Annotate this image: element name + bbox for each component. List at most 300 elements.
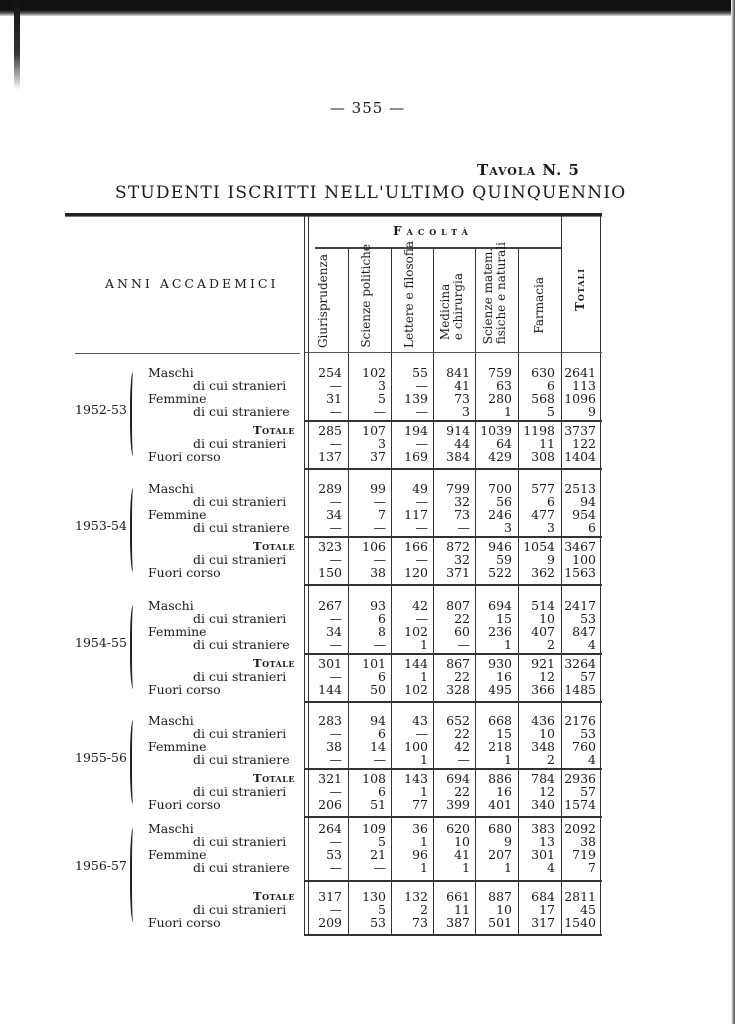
table-cell: 11 bbox=[454, 902, 470, 917]
table-cell: 921 bbox=[531, 656, 555, 671]
table-cell: 34 bbox=[326, 507, 342, 522]
table-cell: — bbox=[415, 520, 428, 535]
row-label: di cui straniere bbox=[193, 860, 290, 875]
table-cell: 31 bbox=[326, 391, 342, 406]
table-cell: 3 bbox=[547, 520, 555, 535]
table-cell: 14 bbox=[370, 739, 386, 754]
table-cell: 59 bbox=[496, 552, 512, 567]
table-cell: — bbox=[329, 752, 342, 767]
block-rule bbox=[305, 584, 602, 586]
table-cell: 2936 bbox=[564, 771, 596, 786]
table-cell: 317 bbox=[531, 915, 555, 930]
column-header-giurisprudenza: Giurisprudenza bbox=[316, 253, 330, 348]
table-cell: 285 bbox=[318, 423, 342, 438]
row-label: di cui stranieri bbox=[193, 834, 287, 849]
table-cell: 73 bbox=[454, 507, 470, 522]
row-label: di cui stranieri bbox=[193, 784, 287, 799]
table-cell: — bbox=[373, 860, 386, 875]
brace bbox=[130, 828, 138, 922]
table-cell: 1 bbox=[504, 404, 512, 419]
table-cell: — bbox=[329, 494, 342, 509]
row-label: di cui straniere bbox=[193, 752, 290, 767]
table-cell: — bbox=[329, 436, 342, 451]
table-cell: 407 bbox=[531, 624, 555, 639]
table-cell: 44 bbox=[454, 436, 470, 451]
table-cell: 207 bbox=[488, 847, 512, 862]
row-label: Totale bbox=[253, 771, 295, 785]
column-header-farmacia: Farmacia bbox=[532, 277, 546, 334]
table-cell: 267 bbox=[318, 598, 342, 613]
table-cell: — bbox=[415, 494, 428, 509]
table-cell: 36 bbox=[412, 821, 428, 836]
table-cell: 13 bbox=[539, 834, 555, 849]
table-cell: 5 bbox=[378, 902, 386, 917]
brace bbox=[130, 372, 138, 456]
row-label: di cui stranieri bbox=[193, 436, 287, 451]
table-cell: 2641 bbox=[564, 365, 596, 380]
faculty-group-rule bbox=[315, 247, 561, 249]
table-cell: 2513 bbox=[564, 481, 596, 496]
table-cell: 5 bbox=[378, 834, 386, 849]
table-cell: 9 bbox=[547, 552, 555, 567]
row-label: Maschi bbox=[148, 713, 194, 728]
block-rule bbox=[305, 701, 602, 703]
table-title: STUDENTI ISCRITTI NELL'ULTIMO QUINQUENNIO bbox=[115, 183, 627, 203]
table-cell: 1 bbox=[504, 637, 512, 652]
table-cell: 1563 bbox=[564, 565, 596, 580]
table-cell: 53 bbox=[326, 847, 342, 862]
table-cell: — bbox=[415, 552, 428, 567]
table-cell: 10 bbox=[539, 726, 555, 741]
table-cell: 206 bbox=[318, 797, 342, 812]
table-cell: 11 bbox=[539, 436, 555, 451]
table-cell: 53 bbox=[580, 726, 596, 741]
table-cell: 6 bbox=[547, 378, 555, 393]
column-header-scienze-politiche: Scienze politiche bbox=[359, 244, 373, 348]
table-cell: 661 bbox=[446, 889, 470, 904]
table-cell: — bbox=[329, 834, 342, 849]
table-cell: 1 bbox=[420, 752, 428, 767]
table-cell: 120 bbox=[404, 565, 428, 580]
table-cell: 6 bbox=[378, 611, 386, 626]
table-cell: 577 bbox=[531, 481, 555, 496]
table-cell: 3 bbox=[504, 520, 512, 535]
table-cell: 94 bbox=[370, 713, 386, 728]
table-cell: 2811 bbox=[564, 889, 596, 904]
table-cell: — bbox=[373, 552, 386, 567]
row-label: Fuori corso bbox=[148, 565, 221, 580]
table-cell: 42 bbox=[454, 739, 470, 754]
table-cell: 847 bbox=[572, 624, 596, 639]
table-cell: 280 bbox=[488, 391, 512, 406]
table-cell: 6 bbox=[378, 669, 386, 684]
table-cell: — bbox=[329, 784, 342, 799]
table-cell: 1 bbox=[504, 752, 512, 767]
table-cell: 100 bbox=[404, 739, 428, 754]
table-cell: 139 bbox=[404, 391, 428, 406]
table-cell: 501 bbox=[488, 915, 512, 930]
table-cell: — bbox=[415, 611, 428, 626]
table-cell: — bbox=[329, 611, 342, 626]
column-header-line: Medicina bbox=[438, 283, 452, 340]
table-cell: 38 bbox=[580, 834, 596, 849]
table-cell: 436 bbox=[531, 713, 555, 728]
row-label: di cui straniere bbox=[193, 520, 290, 535]
table-cell: 301 bbox=[531, 847, 555, 862]
table-cell: — bbox=[329, 726, 342, 741]
table-cell: 130 bbox=[362, 889, 386, 904]
row-label: di cui stranieri bbox=[193, 669, 287, 684]
column-header-line: fisiche e naturali bbox=[494, 241, 508, 344]
table-cell: 362 bbox=[531, 565, 555, 580]
table-cell: 7 bbox=[588, 860, 596, 875]
table-cell: — bbox=[373, 404, 386, 419]
table-cell: 9 bbox=[588, 404, 596, 419]
table-cell: 264 bbox=[318, 821, 342, 836]
table-cell: — bbox=[329, 552, 342, 567]
table-cell: 16 bbox=[496, 669, 512, 684]
row-label: Maschi bbox=[148, 365, 194, 380]
table-cell: 759 bbox=[488, 365, 512, 380]
table-cell: 10 bbox=[454, 834, 470, 849]
table-cell: 15 bbox=[496, 611, 512, 626]
table-cell: 15 bbox=[496, 726, 512, 741]
table-cell: 21 bbox=[370, 847, 386, 862]
table-cell: 3264 bbox=[564, 656, 596, 671]
table-cell: 96 bbox=[412, 847, 428, 862]
column-header-medicina bbox=[439, 273, 465, 340]
table-cell: 886 bbox=[488, 771, 512, 786]
table-cell: 117 bbox=[404, 507, 428, 522]
row-label: di cui straniere bbox=[193, 404, 290, 419]
table-cell: 209 bbox=[318, 915, 342, 930]
table-cell: 7 bbox=[378, 507, 386, 522]
table-cell: 684 bbox=[531, 889, 555, 904]
row-label: Fuori corso bbox=[148, 915, 221, 930]
table-cell: 32 bbox=[454, 552, 470, 567]
faculty-group-label: Facoltà bbox=[393, 224, 473, 238]
table-cell: 169 bbox=[404, 449, 428, 464]
table-cell: 668 bbox=[488, 713, 512, 728]
table-cell: 301 bbox=[318, 656, 342, 671]
table-cell: 113 bbox=[572, 378, 596, 393]
row-label: Maschi bbox=[148, 481, 194, 496]
table-cell: 366 bbox=[531, 682, 555, 697]
table-cell: 49 bbox=[412, 481, 428, 496]
table-cell: 38 bbox=[326, 739, 342, 754]
table-cell: 719 bbox=[572, 847, 596, 862]
table-cell: — bbox=[415, 404, 428, 419]
table-cell: 34 bbox=[326, 624, 342, 639]
row-label: di cui stranieri bbox=[193, 552, 287, 567]
table-cell: 522 bbox=[488, 565, 512, 580]
block-rule bbox=[305, 816, 602, 818]
table-cell: 93 bbox=[370, 598, 386, 613]
table-cell: 1485 bbox=[564, 682, 596, 697]
table-cell: 1198 bbox=[523, 423, 555, 438]
row-label: di cui straniere bbox=[193, 637, 290, 652]
table-cell: 317 bbox=[318, 889, 342, 904]
table-cell: 137 bbox=[318, 449, 342, 464]
table-cell: 887 bbox=[488, 889, 512, 904]
table-cell: 1039 bbox=[480, 423, 512, 438]
table-cell: — bbox=[329, 520, 342, 535]
table-cell: 2417 bbox=[564, 598, 596, 613]
table-cell: 22 bbox=[454, 784, 470, 799]
table-cell: — bbox=[415, 726, 428, 741]
scan-right-edge bbox=[731, 0, 735, 1024]
column-header-scienze-matem bbox=[482, 242, 508, 344]
table-cell: 12 bbox=[539, 784, 555, 799]
table-cell: 5 bbox=[547, 404, 555, 419]
table-cell: 6 bbox=[378, 726, 386, 741]
table-cell: 401 bbox=[488, 797, 512, 812]
table-cell: — bbox=[329, 404, 342, 419]
table-cell: 41 bbox=[454, 847, 470, 862]
table-cell: 1 bbox=[420, 834, 428, 849]
table-cell: 107 bbox=[362, 423, 386, 438]
academic-year-label: 1956-57 bbox=[75, 858, 127, 873]
academic-year-label: 1955-56 bbox=[75, 750, 127, 765]
table-cell: 150 bbox=[318, 565, 342, 580]
row-label: Totale bbox=[253, 539, 295, 553]
table-cell: 22 bbox=[454, 611, 470, 626]
table-cell: 1 bbox=[462, 860, 470, 875]
table-cell: 6 bbox=[547, 494, 555, 509]
column-header-lettere-filosofia: Lettere e filosofia bbox=[402, 241, 416, 348]
row-label: Totale bbox=[253, 423, 295, 437]
row-label: di cui stranieri bbox=[193, 378, 287, 393]
table-cell: 799 bbox=[446, 481, 470, 496]
table-cell: 694 bbox=[488, 598, 512, 613]
table-cell: 630 bbox=[531, 365, 555, 380]
table-cell: 1574 bbox=[564, 797, 596, 812]
subtotal-rule bbox=[305, 536, 602, 538]
table-cell: — bbox=[329, 860, 342, 875]
table-cell: 568 bbox=[531, 391, 555, 406]
row-label: di cui stranieri bbox=[193, 494, 287, 509]
column-divider bbox=[600, 216, 601, 936]
table-cell: 620 bbox=[446, 821, 470, 836]
table-cell: 680 bbox=[488, 821, 512, 836]
table-cell: 22 bbox=[454, 669, 470, 684]
table-cell: 254 bbox=[318, 365, 342, 380]
table-cell: 841 bbox=[446, 365, 470, 380]
row-label: Femmine bbox=[148, 624, 207, 639]
table-cell: 384 bbox=[446, 449, 470, 464]
table-cell: 1096 bbox=[564, 391, 596, 406]
page-number: — 355 — bbox=[329, 99, 406, 117]
table-cell: 700 bbox=[488, 481, 512, 496]
table-cell: 1054 bbox=[523, 539, 555, 554]
table-cell: 6 bbox=[378, 784, 386, 799]
table-cell: 3737 bbox=[564, 423, 596, 438]
table-cell: 784 bbox=[531, 771, 555, 786]
table-cell: 77 bbox=[412, 797, 428, 812]
scan-left-edge bbox=[14, 0, 20, 90]
table-bottom-rule bbox=[305, 934, 602, 936]
table-cell: 2092 bbox=[564, 821, 596, 836]
table-cell: 321 bbox=[318, 771, 342, 786]
table-cell: 371 bbox=[446, 565, 470, 580]
table-cell: 132 bbox=[404, 889, 428, 904]
table-cell: — bbox=[329, 902, 342, 917]
table-cell: — bbox=[457, 752, 470, 767]
table-cell: 429 bbox=[488, 449, 512, 464]
table-cell: 8 bbox=[378, 624, 386, 639]
table-cell: 9 bbox=[504, 834, 512, 849]
table-cell: 56 bbox=[496, 494, 512, 509]
table-cell: 348 bbox=[531, 739, 555, 754]
academic-year-label: 1954-55 bbox=[75, 635, 127, 650]
table-cell: 218 bbox=[488, 739, 512, 754]
table-cell: 1 bbox=[504, 860, 512, 875]
table-cell: 166 bbox=[404, 539, 428, 554]
row-label: di cui stranieri bbox=[193, 611, 287, 626]
table-cell: — bbox=[329, 637, 342, 652]
table-cell: 954 bbox=[572, 507, 596, 522]
table-cell: 3 bbox=[378, 378, 386, 393]
table-cell: 477 bbox=[531, 507, 555, 522]
table-cell: — bbox=[415, 378, 428, 393]
table-cell: 16 bbox=[496, 784, 512, 799]
table-cell: 144 bbox=[318, 682, 342, 697]
table-cell: 37 bbox=[370, 449, 386, 464]
table-cell: 41 bbox=[454, 378, 470, 393]
table-cell: 308 bbox=[531, 449, 555, 464]
table-cell: 399 bbox=[446, 797, 470, 812]
table-cell: 38 bbox=[370, 565, 386, 580]
subtotal-rule bbox=[305, 653, 602, 655]
table-cell: 328 bbox=[446, 682, 470, 697]
row-label: di cui stranieri bbox=[193, 726, 287, 741]
table-cell: 283 bbox=[318, 713, 342, 728]
row-label: Femmine bbox=[148, 847, 207, 862]
row-label: Femmine bbox=[148, 391, 207, 406]
table-cell: 1 bbox=[420, 860, 428, 875]
table-cell: — bbox=[329, 378, 342, 393]
table-cell: 4 bbox=[547, 860, 555, 875]
table-cell: — bbox=[457, 637, 470, 652]
table-cell: 42 bbox=[412, 598, 428, 613]
row-label: Femmine bbox=[148, 739, 207, 754]
table-cell: 51 bbox=[370, 797, 386, 812]
table-cell: 807 bbox=[446, 598, 470, 613]
table-cell: 5 bbox=[378, 391, 386, 406]
table-cell: 194 bbox=[404, 423, 428, 438]
table-cell: 60 bbox=[454, 624, 470, 639]
table-cell: — bbox=[329, 669, 342, 684]
row-label: Femmine bbox=[148, 507, 207, 522]
row-label: Fuori corso bbox=[148, 682, 221, 697]
table-cell: 514 bbox=[531, 598, 555, 613]
table-cell: — bbox=[457, 520, 470, 535]
table-cell: 1 bbox=[420, 784, 428, 799]
header-bottom-rule bbox=[305, 352, 602, 353]
table-cell: 2 bbox=[547, 637, 555, 652]
table-id: Tavola N. 5 bbox=[477, 161, 580, 179]
brace bbox=[130, 720, 138, 804]
table-cell: 3 bbox=[378, 436, 386, 451]
table-cell: 73 bbox=[412, 915, 428, 930]
table-cell: 340 bbox=[531, 797, 555, 812]
table-cell: 144 bbox=[404, 656, 428, 671]
table-cell: 12 bbox=[539, 669, 555, 684]
table-cell: 383 bbox=[531, 821, 555, 836]
brace bbox=[130, 605, 138, 689]
table-cell: — bbox=[373, 752, 386, 767]
table-cell: 4 bbox=[588, 637, 596, 652]
table-cell: 2 bbox=[547, 752, 555, 767]
table-cell: 64 bbox=[496, 436, 512, 451]
table-cell: 50 bbox=[370, 682, 386, 697]
row-label: di cui stranieri bbox=[193, 902, 287, 917]
table-cell: 143 bbox=[404, 771, 428, 786]
table-cell: 45 bbox=[580, 902, 596, 917]
table-cell: 17 bbox=[539, 902, 555, 917]
table-cell: 914 bbox=[446, 423, 470, 438]
row-label: Maschi bbox=[148, 598, 194, 613]
column-header-totali: Totali bbox=[573, 268, 587, 311]
table-cell: 53 bbox=[580, 611, 596, 626]
table-cell: 63 bbox=[496, 378, 512, 393]
table-cell: 289 bbox=[318, 481, 342, 496]
table-cell: 53 bbox=[370, 915, 386, 930]
table-cell: 760 bbox=[572, 739, 596, 754]
table-cell: 4 bbox=[588, 752, 596, 767]
table-cell: 495 bbox=[488, 682, 512, 697]
table-cell: 57 bbox=[580, 784, 596, 799]
table-cell: 323 bbox=[318, 539, 342, 554]
academic-year-label: 1953-54 bbox=[75, 518, 127, 533]
table-header bbox=[305, 216, 602, 354]
table-cell: 43 bbox=[412, 713, 428, 728]
table-cell: 57 bbox=[580, 669, 596, 684]
table-cell: 101 bbox=[362, 656, 386, 671]
block-rule bbox=[305, 468, 602, 470]
table-cell: 10 bbox=[496, 902, 512, 917]
table-cell: 106 bbox=[362, 539, 386, 554]
row-label: Maschi bbox=[148, 821, 194, 836]
column-divider bbox=[304, 216, 309, 936]
table-cell: 1 bbox=[420, 637, 428, 652]
table-cell: 102 bbox=[404, 624, 428, 639]
column-header-line: e chirurgia bbox=[451, 272, 465, 340]
table-cell: 10 bbox=[539, 611, 555, 626]
table-cell: — bbox=[373, 637, 386, 652]
table-cell: 102 bbox=[362, 365, 386, 380]
table-cell: 99 bbox=[370, 481, 386, 496]
table-cell: 387 bbox=[446, 915, 470, 930]
subtotal-rule bbox=[305, 420, 602, 422]
row-header-label: ANNI ACCADEMICI bbox=[105, 276, 279, 291]
table-cell: 694 bbox=[446, 771, 470, 786]
table-cell: 930 bbox=[488, 656, 512, 671]
table-cell: 2176 bbox=[564, 713, 596, 728]
scan-top-edge bbox=[0, 0, 735, 16]
table-cell: 102 bbox=[404, 682, 428, 697]
table-cell: 22 bbox=[454, 726, 470, 741]
table-cell: 32 bbox=[454, 494, 470, 509]
table-cell: 236 bbox=[488, 624, 512, 639]
table-cell: 1540 bbox=[564, 915, 596, 930]
brace bbox=[130, 488, 138, 572]
table-cell: 652 bbox=[446, 713, 470, 728]
table-cell: 94 bbox=[580, 494, 596, 509]
row-label: Fuori corso bbox=[148, 449, 221, 464]
row-label: Totale bbox=[253, 889, 295, 903]
row-label: Totale bbox=[253, 656, 295, 670]
